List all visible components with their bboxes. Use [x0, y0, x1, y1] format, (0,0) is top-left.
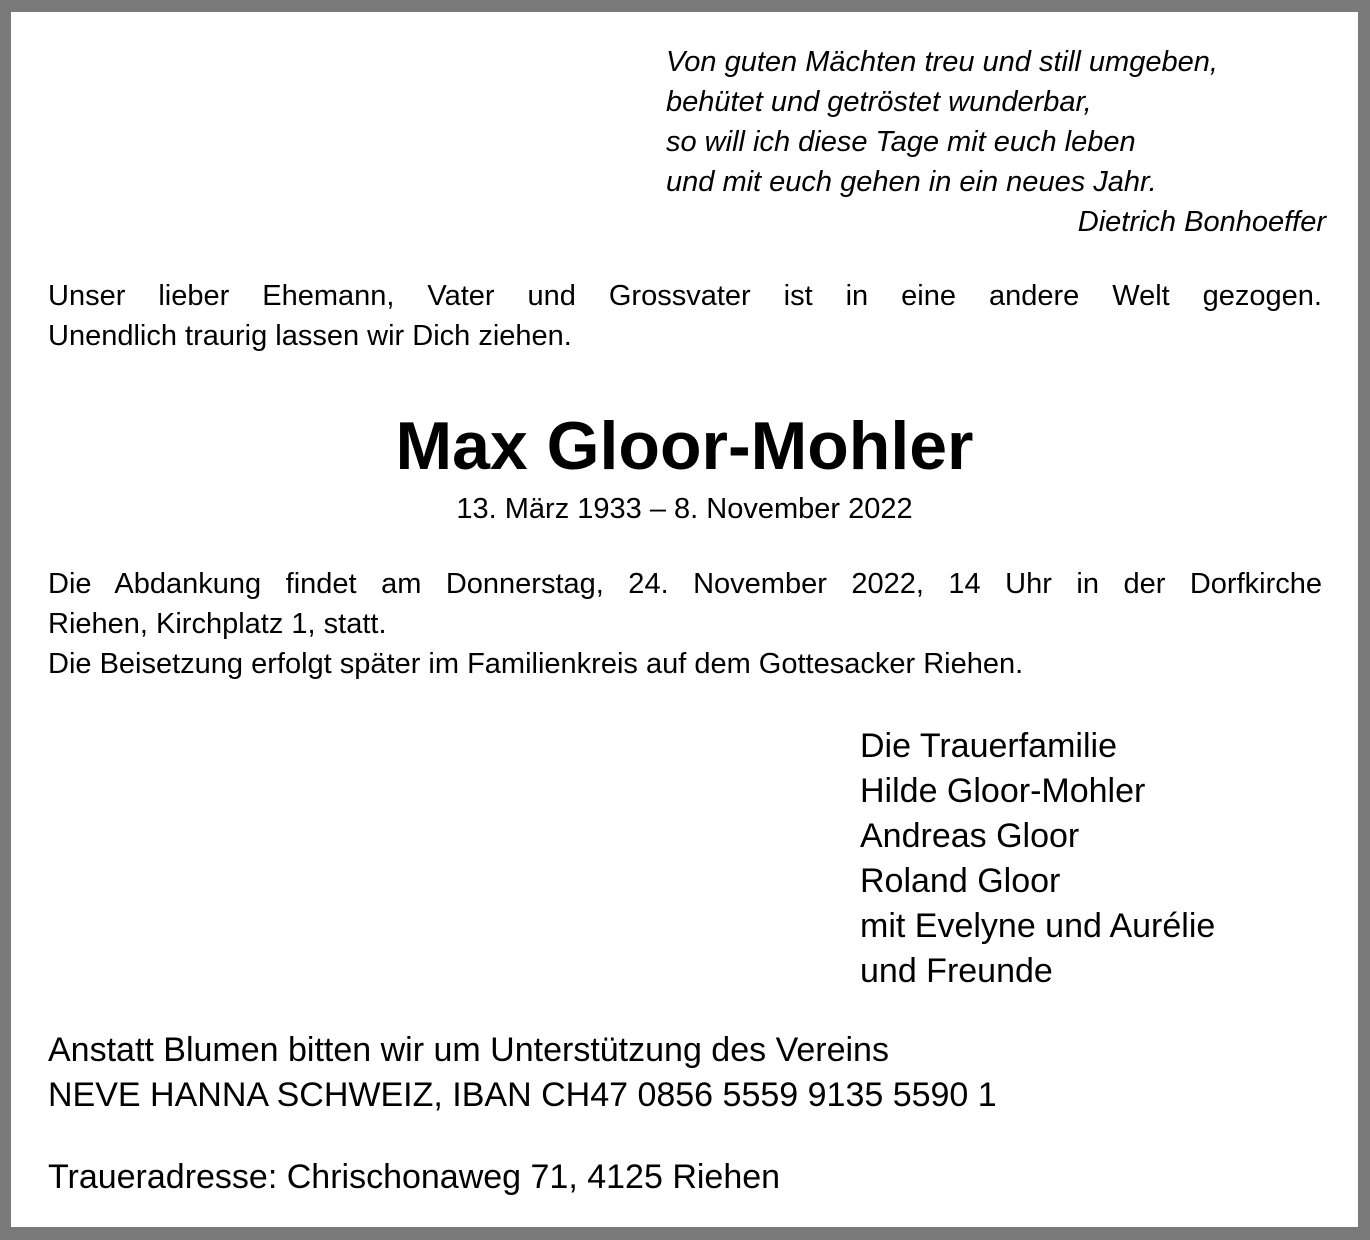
poem-author: Dietrich Bonhoeffer: [1077, 206, 1326, 238]
donation-iban-line: NEVE HANNA SCHWEIZ, IBAN CH47 0856 5559 9135 5590 1: [48, 1076, 997, 1114]
family-line: Hilde Gloor-Mohler: [860, 772, 1146, 810]
life-dates: 13. März 1933 – 8. November 2022: [456, 493, 913, 525]
poem-line: behütet und getröstet wunderbar,: [666, 86, 1092, 118]
poem-line: Von guten Mächten treu und still umgeben,: [666, 46, 1218, 78]
service-line: Die Abdankung findet am Donnerstag, 24. November 2022, 14 Uhr in der Dorfkirche: [48, 568, 1322, 600]
poem-line: so will ich diese Tage mit euch leben: [666, 126, 1136, 158]
family-line: und Freunde: [860, 952, 1053, 990]
service-line: Riehen, Kirchplatz 1, statt.: [48, 608, 387, 640]
family-line: Andreas Gloor: [860, 817, 1080, 855]
intro-line: Unser lieber Ehemann, Vater und Grossvater ist in eine andere Welt gezogen.: [48, 280, 1322, 312]
obituary-notice: [11, 12, 1358, 1227]
intro-text: [48, 276, 1322, 356]
family-line: Roland Gloor: [860, 862, 1061, 900]
deceased-name: Max Gloor-Mohler: [395, 408, 974, 484]
poem-quote: [666, 42, 1326, 242]
service-info: [48, 564, 1322, 684]
poem-line: und mit euch gehen in ein neues Jahr.: [666, 166, 1157, 198]
family-line: Die Trauerfamilie: [860, 727, 1117, 765]
intro-line: Unendlich traurig lassen wir Dich ziehen.: [48, 320, 572, 352]
mourning-family: [860, 724, 1340, 994]
mourning-address: Traueradresse: Chrischonaweg 71, 4125 Riehen: [48, 1158, 781, 1196]
donation-line: Anstatt Blumen bitten wir um Unterstützung des Vereins: [48, 1031, 889, 1069]
burial-line: Die Beisetzung erfolgt später im Familienkreis auf dem Gottesacker Riehen.: [48, 648, 1024, 680]
family-line: mit Evelyne und Aurélie: [860, 907, 1216, 945]
donation-request: [48, 1028, 1338, 1118]
